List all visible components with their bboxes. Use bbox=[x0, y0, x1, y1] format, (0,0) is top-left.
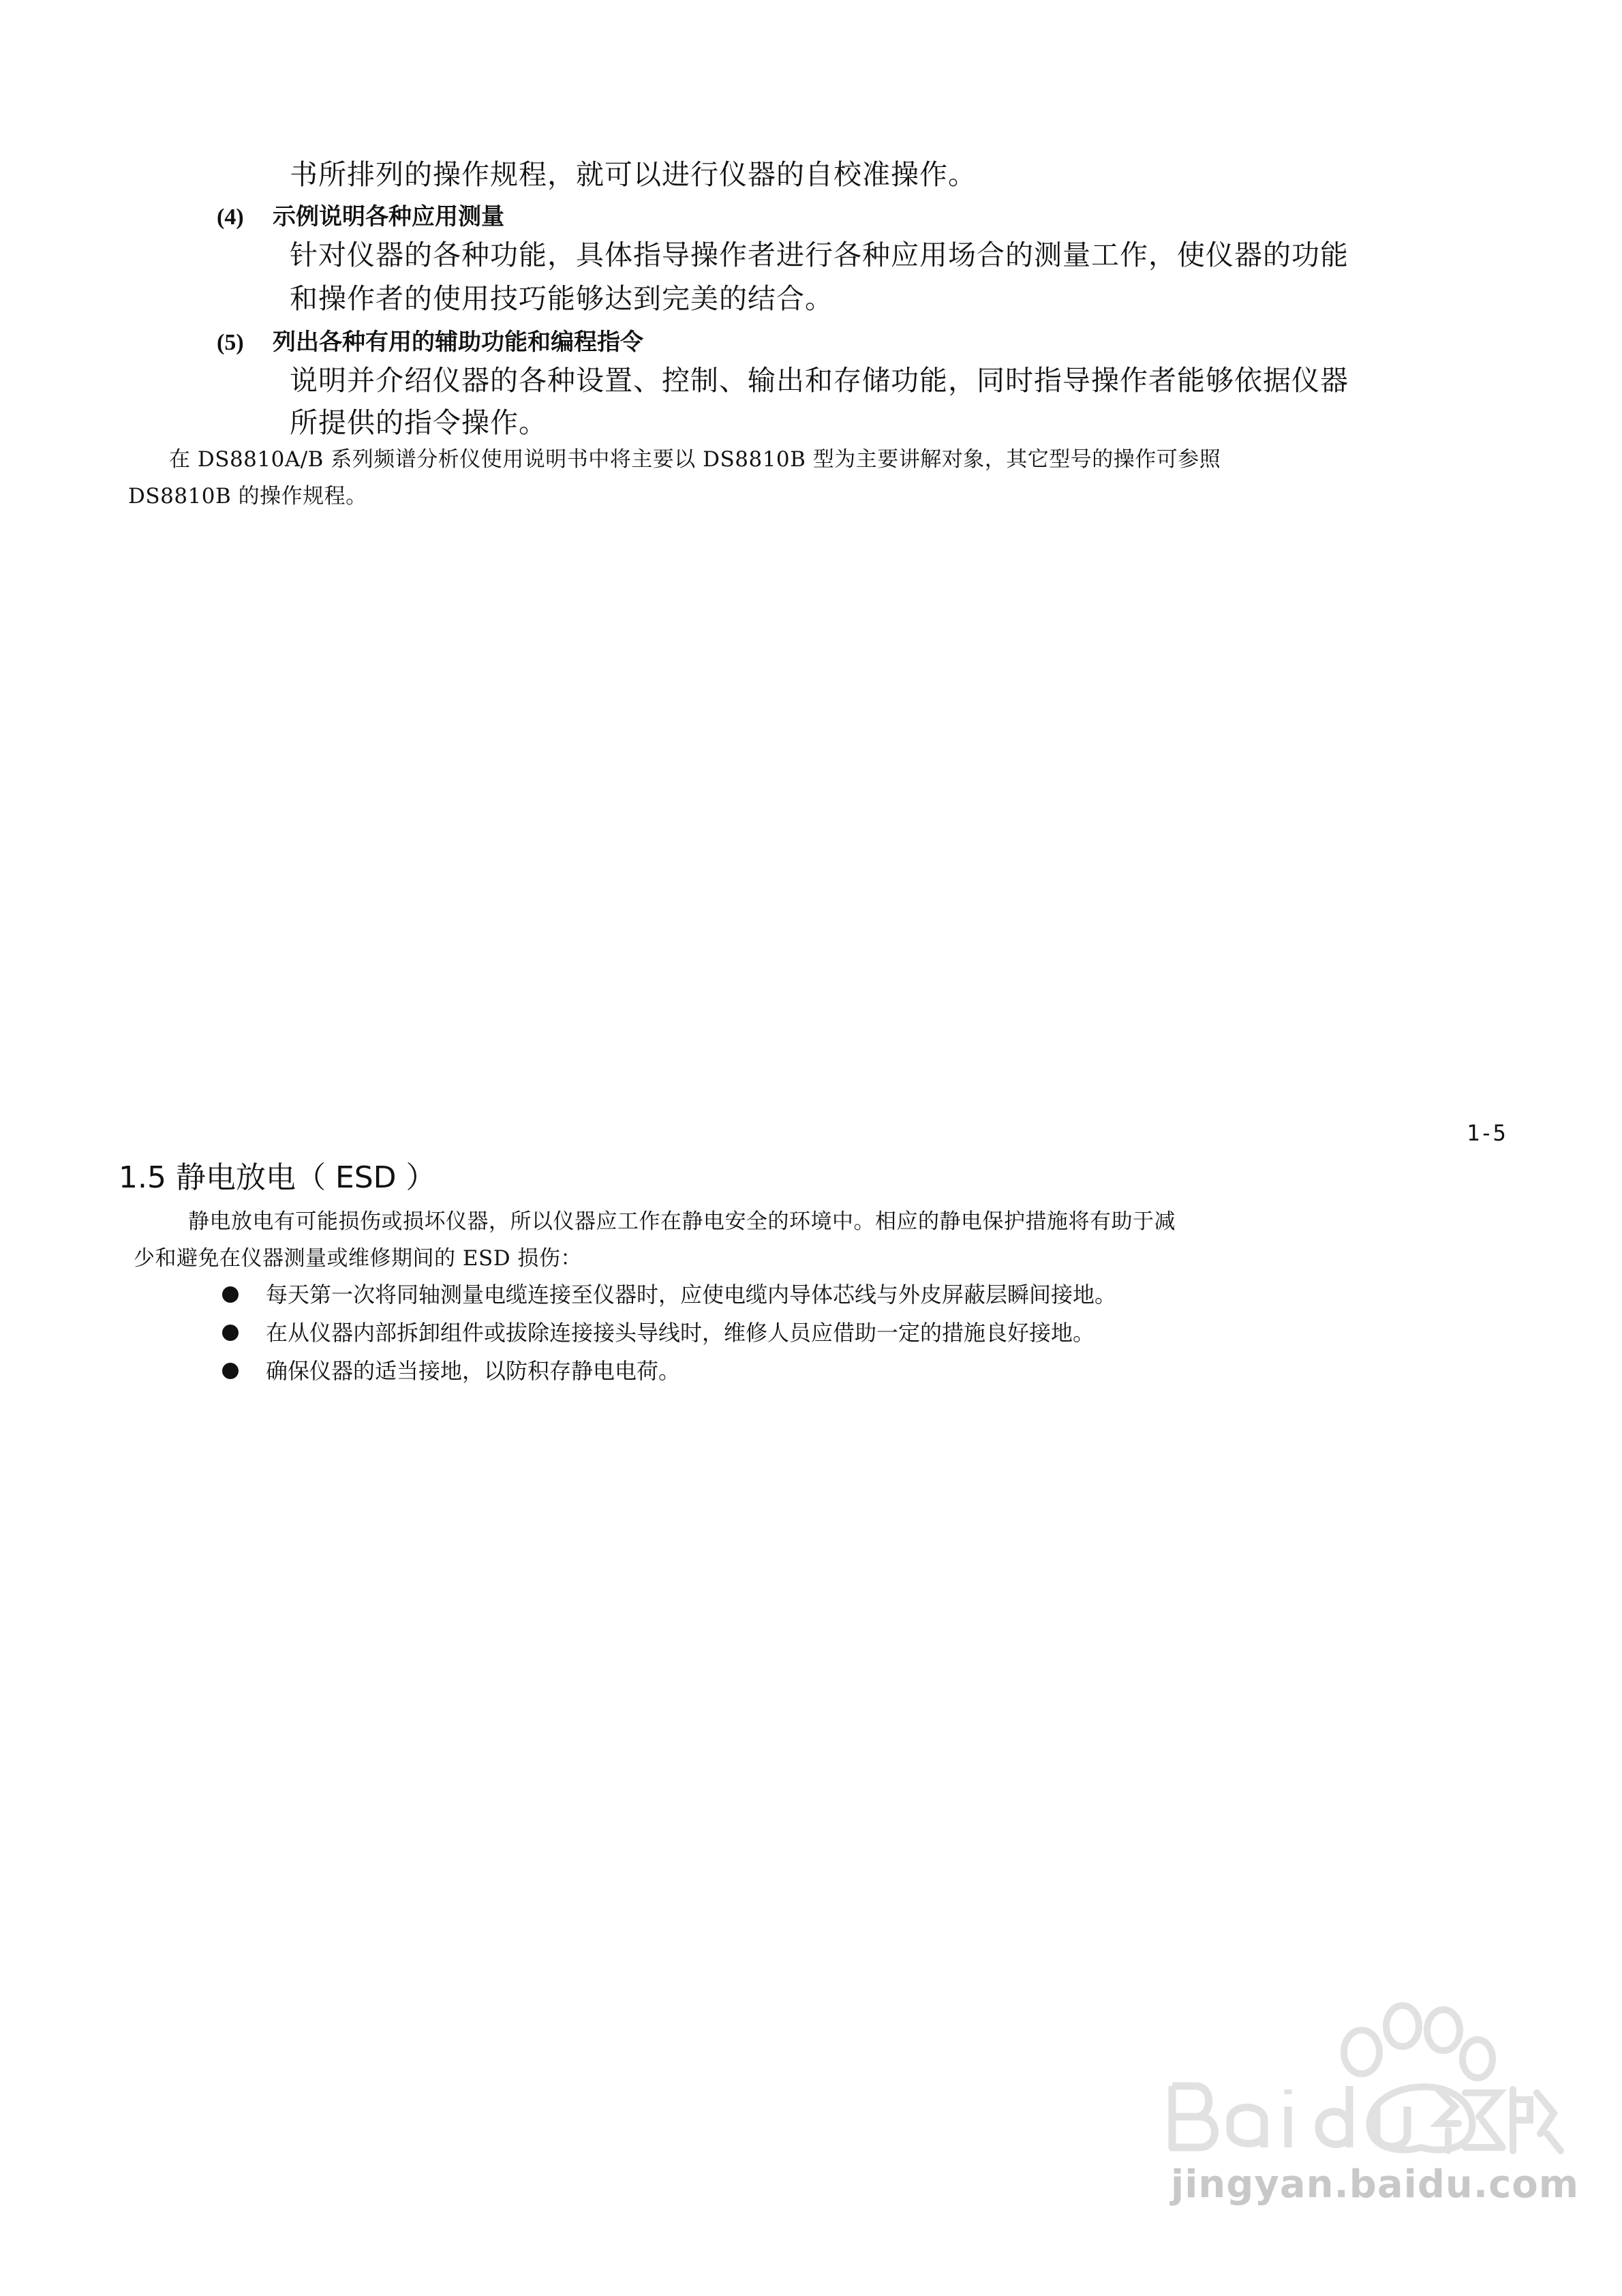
bullet-text: 在从仪器内部拆卸组件或拔除连接接头导线时，维修人员应借助一定的措施良好接地。 bbox=[266, 1320, 1095, 1346]
section-title: 1.5 静电放电（ ESD ） bbox=[119, 1160, 436, 1195]
bullet-item bbox=[222, 1317, 1095, 1348]
bullet-icon bbox=[222, 1286, 239, 1303]
summary-line-2: DS8810B 的操作规程。 bbox=[128, 484, 367, 509]
list-item-4-heading bbox=[217, 200, 504, 234]
bullet-icon bbox=[222, 1325, 239, 1341]
list-item-5-heading bbox=[217, 326, 643, 359]
section-intro-line-2: 少和避免在仪器测量或维修期间的 ESD 损伤： bbox=[134, 1246, 582, 1271]
summary-line-1: 在 DS8810A/B 系列频谱分析仪使用说明书中将主要以 DS8810B 型为主要讲解对象，其它型号的操作可参照 bbox=[169, 447, 1221, 472]
bullet-icon bbox=[222, 1363, 239, 1379]
list-item-title: 示例说明各种应用测量 bbox=[273, 203, 504, 230]
bullet-text: 每天第一次将同轴测量电缆连接至仪器时，应使电缆内导体芯线与外皮屏蔽层瞬间接地。 bbox=[266, 1282, 1117, 1308]
list-item-4-line-2: 和操作者的使用技巧能够达到完美的结合。 bbox=[290, 282, 833, 315]
continuation-line: 书所排列的操作规程，就可以进行仪器的自校准操作。 bbox=[290, 158, 977, 191]
list-item-4-line-1: 针对仪器的各种功能，具体指导操作者进行各种应用场合的测量工作，使仪器的功能 bbox=[290, 239, 1349, 271]
bullet-item bbox=[222, 1355, 680, 1387]
list-item-number: (4) bbox=[217, 205, 244, 230]
list-item-5-line-2: 所提供的指令操作。 bbox=[290, 406, 547, 439]
list-item-title: 列出各种有用的辅助功能和编程指令 bbox=[273, 329, 643, 356]
watermark-url: jingyan.baidu.com bbox=[1171, 2162, 1580, 2207]
list-item-number: (5) bbox=[217, 330, 244, 355]
bullet-text: 确保仪器的适当接地，以防积存静电电荷。 bbox=[266, 1358, 681, 1384]
section-intro-line-1: 静电放电有可能损伤或损坏仪器，所以仪器应工作在静电安全的环境中。相应的静电保护措施将有助于减 bbox=[188, 1209, 1176, 1234]
bullet-item bbox=[222, 1279, 1116, 1310]
page-number: 1-5 bbox=[1467, 1120, 1506, 1146]
list-item-5-line-1: 说明并介绍仪器的各种设置、控制、输出和存储功能，同时指导操作者能够依据仪器 bbox=[290, 364, 1349, 397]
